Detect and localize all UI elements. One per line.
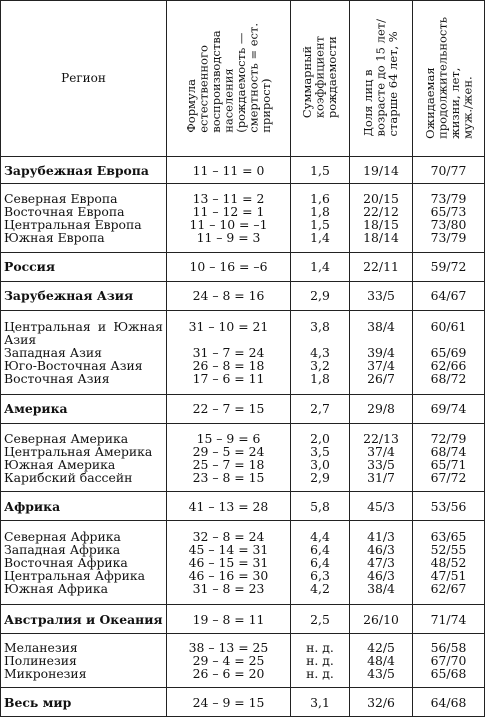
subregion-formulas: 13 – 11 = 2 11 – 12 = 1 11 – 10 = –1 11 – 9 = 3 <box>167 184 291 253</box>
fertility-value: 1,4 <box>291 252 350 281</box>
header-fertility-rate: Суммарный коэффициент рождаемости <box>291 1 350 157</box>
life-expectancy-value: 69/74 <box>413 394 485 423</box>
subregion-group-africa <box>1 521 485 605</box>
subregion-life-expectancy: 60/61 65/69 62/66 68/72 <box>413 310 485 394</box>
fertility-value: 3,1 <box>291 688 350 717</box>
formula-value: 24 – 8 = 16 <box>167 281 291 310</box>
subregion-age-share: 22/13 37/4 33/5 31/7 <box>350 423 413 492</box>
region-name: Африка <box>1 492 167 521</box>
subregion-age-share: 42/5 48/4 43/5 <box>350 634 413 688</box>
life-expectancy-value: 53/56 <box>413 492 485 521</box>
subregion-group-asia <box>1 310 485 394</box>
formula-value: 10 – 16 = –6 <box>167 252 291 281</box>
age-share-value: 26/10 <box>350 605 413 634</box>
region-row-oceania <box>1 605 485 634</box>
region-row-russia <box>1 252 485 281</box>
fertility-value: 2,7 <box>291 394 350 423</box>
age-share-value: 29/8 <box>350 394 413 423</box>
life-expectancy-value: 70/77 <box>413 157 485 184</box>
fertility-value: 1,5 <box>291 157 350 184</box>
subregion-names: Северная Америка Центральная Америка Южная Америка Карибский бассейн <box>1 423 167 492</box>
subregion-life-expectancy: 72/79 68/74 65/71 67/72 <box>413 423 485 492</box>
life-expectancy-value: 64/67 <box>413 281 485 310</box>
region-row-foreign-asia <box>1 281 485 310</box>
subregion-names: Меланезия Полинезия Микронезия <box>1 634 167 688</box>
subregion-life-expectancy: 56/58 67/70 65/68 <box>413 634 485 688</box>
header-row <box>1 1 485 157</box>
header-age-share: Доля лиц в возрасте до 15 лет/ старше 64 лет, % <box>350 1 413 157</box>
region-name: Весь мир <box>1 688 167 717</box>
subregion-fertility: 3,8 4,3 3,2 1,8 <box>291 310 350 394</box>
subregion-group-europe <box>1 184 485 253</box>
fertility-value: 5,8 <box>291 492 350 521</box>
age-share-value: 45/3 <box>350 492 413 521</box>
subregion-formulas: 31 – 10 = 21 31 – 7 = 24 26 – 8 = 18 17 – 6 = 11 <box>167 310 291 394</box>
subregion-formulas: 38 – 13 = 25 29 – 4 = 25 26 – 6 = 20 <box>167 634 291 688</box>
header-life-expectancy: Ожидаемая продолжительность жизни, лет, муж./жен. <box>413 1 485 157</box>
region-name: Америка <box>1 394 167 423</box>
life-expectancy-value: 71/74 <box>413 605 485 634</box>
formula-value: 41 – 13 = 28 <box>167 492 291 521</box>
region-row-africa <box>1 492 485 521</box>
subregion-fertility: 1,6 1,8 1,5 1,4 <box>291 184 350 253</box>
age-share-value: 32/6 <box>350 688 413 717</box>
formula-value: 11 – 11 = 0 <box>167 157 291 184</box>
fertility-value: 2,9 <box>291 281 350 310</box>
life-expectancy-value: 59/72 <box>413 252 485 281</box>
subregion-fertility: н. д. н. д. н. д. <box>291 634 350 688</box>
region-name: Зарубежная Азия <box>1 281 167 310</box>
age-share-value: 33/5 <box>350 281 413 310</box>
formula-value: 19 – 8 = 11 <box>167 605 291 634</box>
subregion-group-oceania <box>1 634 485 688</box>
formula-value: 24 – 9 = 15 <box>167 688 291 717</box>
subregion-group-america <box>1 423 485 492</box>
subregion-names: Северная Африка Западная Африка Восточная Африка Центральная Африка Южная Африка <box>1 521 167 605</box>
subregion-fertility: 2,0 3,5 3,0 2,9 <box>291 423 350 492</box>
subregion-names: Центральная и Южная Азия Западная Азия Юго-Восточная Азия Восточная Азия <box>1 310 167 394</box>
life-expectancy-value: 64/68 <box>413 688 485 717</box>
region-name: Австралия и Океания <box>1 605 167 634</box>
fertility-value: 2,5 <box>291 605 350 634</box>
subregion-life-expectancy: 73/79 65/73 73/80 73/79 <box>413 184 485 253</box>
header-region: Регион <box>1 1 167 157</box>
subregion-formulas: 15 – 9 = 6 29 – 5 = 24 25 – 7 = 18 23 – 8 = 15 <box>167 423 291 492</box>
subregion-names: Северная Европа Восточная Европа Центральная Европа Южная Европа <box>1 184 167 253</box>
subregion-life-expectancy: 63/65 52/55 48/52 47/51 62/67 <box>413 521 485 605</box>
region-name: Зарубежная Европа <box>1 157 167 184</box>
subregion-age-share: 38/4 39/4 37/4 26/7 <box>350 310 413 394</box>
region-row-america <box>1 394 485 423</box>
subregion-age-share: 20/15 22/12 18/15 18/14 <box>350 184 413 253</box>
subregion-age-share: 41/3 46/3 47/3 46/3 38/4 <box>350 521 413 605</box>
region-row-world <box>1 688 485 717</box>
age-share-value: 19/14 <box>350 157 413 184</box>
age-share-value: 22/11 <box>350 252 413 281</box>
subregion-fertility: 4,4 6,4 6,4 6,3 4,2 <box>291 521 350 605</box>
subregion-formulas: 32 – 8 = 24 45 – 14 = 31 46 – 15 = 31 46 – 16 = 30 31 – 8 = 23 <box>167 521 291 605</box>
region-name: Россия <box>1 252 167 281</box>
formula-value: 22 – 7 = 15 <box>167 394 291 423</box>
region-row-foreign-europe <box>1 157 485 184</box>
header-formula: Формула естественного воспроизводства населения (рождаемость — смертность = ест. прирост) <box>167 1 291 157</box>
